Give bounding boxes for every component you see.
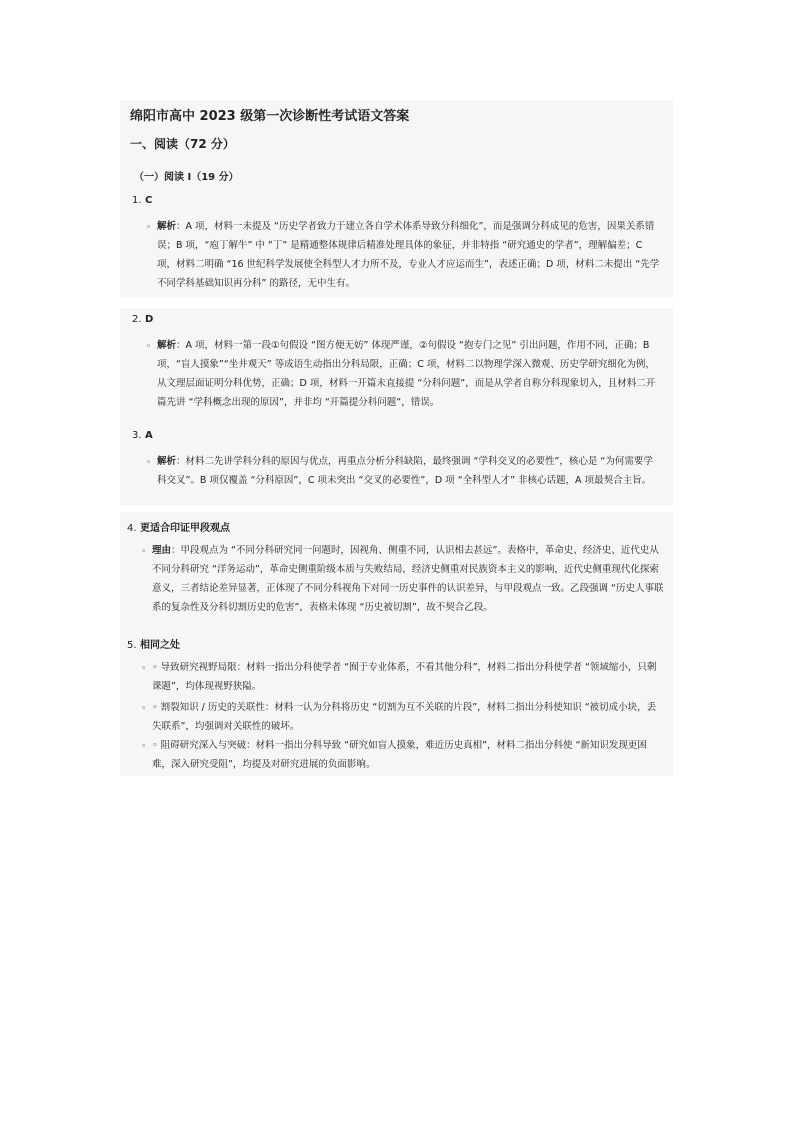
subsection-heading: （一）阅读 I（19 分） xyxy=(134,172,239,183)
bullet-icon: ◦ xyxy=(141,664,147,674)
question-heading: 更适合印证甲段观点 xyxy=(140,523,231,534)
answer-block-1 xyxy=(120,100,673,297)
document-title: 绵阳市高中 2023 级第一次诊断性考试语文答案 xyxy=(130,109,410,124)
reason-label: 理由 xyxy=(152,545,172,556)
answer-block-2 xyxy=(120,308,673,506)
similarity-point-2: ◦ 割裂知识 / 历史的关联性：材料一认为分科将历史 “切割为互不关联的片段”，材料二指出分科使知识 “被切成小块，丢失联系”，均强调对关联性的破坏。 xyxy=(152,702,657,732)
question-1-explanation xyxy=(157,217,662,293)
bullet-icon: ◦ xyxy=(141,547,147,557)
question-2-header xyxy=(132,314,153,325)
question-heading: 相同之处 xyxy=(140,640,181,651)
question-number: 4. xyxy=(127,523,137,534)
bullet-icon: ◦ xyxy=(146,342,152,352)
bullet-icon: ◦ xyxy=(146,223,152,233)
question-number: 1. xyxy=(132,195,142,206)
bullet-icon: ◦ xyxy=(141,742,147,752)
question-1-header xyxy=(132,195,152,206)
question-4-reason xyxy=(152,541,664,617)
explanation-label: 解析 xyxy=(157,456,177,467)
explanation-text: ：材料二先讲学科分科的原因与优点，再重点分析分科缺陷，最终强调 “学科交叉的必要性”，核心是 “为何需要学科交叉”。B 项仅覆盖 “分科原因”，C 项未突出 “交叉的必要性”，D 项 “全科型人才” 非核心话题，A 项最契合主旨。 xyxy=(157,456,653,486)
similarity-point-1: ◦ 导致研究视野局限：材料一指出分科使学者 “囿于专业体系，不看其他分科”，材料二指出分科使学者 “领域缩小，只剩课题”，均体现视野狭隘。 xyxy=(152,662,657,692)
similarity-point-3: ◦ 阻碍研究深入与突破：材料一指出分科导致 “研究如盲人摸象，难近历史真相”，材料二指出分科使 “新知识发现更困难，深入研究受阻”，均提及对研究进展的负面影响。 xyxy=(152,740,647,770)
question-2-explanation xyxy=(157,336,662,412)
question-4-header xyxy=(127,519,230,534)
question-number: 5. xyxy=(127,640,137,651)
question-number: 2. xyxy=(132,314,142,325)
question-3-header xyxy=(132,430,153,441)
explanation-label: 解析 xyxy=(157,221,177,232)
explanation-label: 解析 xyxy=(157,340,177,351)
explanation-text: ：A 项，材料一未提及 “历史学者致力于建立各自学术体系导致分科细化”，而是强调分科成见的危害，因果关系错误；B 项，“庖丁解牛” 中 “丁” 是精通整体规律后精准处理具体的象征，并非特指 “研究通史的学者”，理解偏差；C 项，材料二明确 “16 世纪科学发展使全科型人才力所不及，专业人才应运而生”，表述正确；D 项，材料二未提出 “先学不同学科基础知识再分科” 的路径，无中生有。 xyxy=(157,221,660,289)
answer-block-3 xyxy=(120,512,673,776)
question-answer: A xyxy=(145,430,153,441)
question-3-explanation xyxy=(157,452,662,490)
bullet-icon: ◦ xyxy=(141,704,147,714)
section-heading: 一、阅读（72 分） xyxy=(130,137,235,151)
explanation-text: ：A 项，材料一第一段①句假设 “图方便无妨” 体现严谨，②句假设 “抱专门之见” 引出问题，作用不同，正确；B 项，“盲人摸象”“坐井观天” 等成语生动指出分科局限，正确；C 项，材料二以物理学深入微观、历史学研究细化为例，从文理层面证明分科优势，正确；D 项，材料一开篇未直接提 “分科问题”，而是从学者自称分科现象切入，且材料二开篇先讲 “学科概念出现的原因”，并非均 “开篇提分科问题”，错误。 xyxy=(157,340,656,408)
question-number: 3. xyxy=(132,430,142,441)
question-answer: D xyxy=(145,314,154,325)
question-answer: C xyxy=(145,195,153,206)
reason-text: ：甲段观点为 “不同分科研究同一问题时，因视角、侧重不同，认识相去甚远”。表格中，革命史、经济史、近代史从不同分科研究 “洋务运动”，革命史侧重阶级本质与失败结局，经济史侧重对民族资本主义的影响，近代史侧重现代化探索意义，三者结论差异显著，正体现了不同分科视角下对同一历史事件的认识差异，与甲段观点一致。乙段强调 “历史人事联系的复杂性及分科切割历史的危害”，表格未体现 “历史被切割”，故不契合乙段。 xyxy=(152,545,664,613)
question-5-header xyxy=(127,636,180,651)
bullet-icon: ◦ xyxy=(146,458,152,468)
